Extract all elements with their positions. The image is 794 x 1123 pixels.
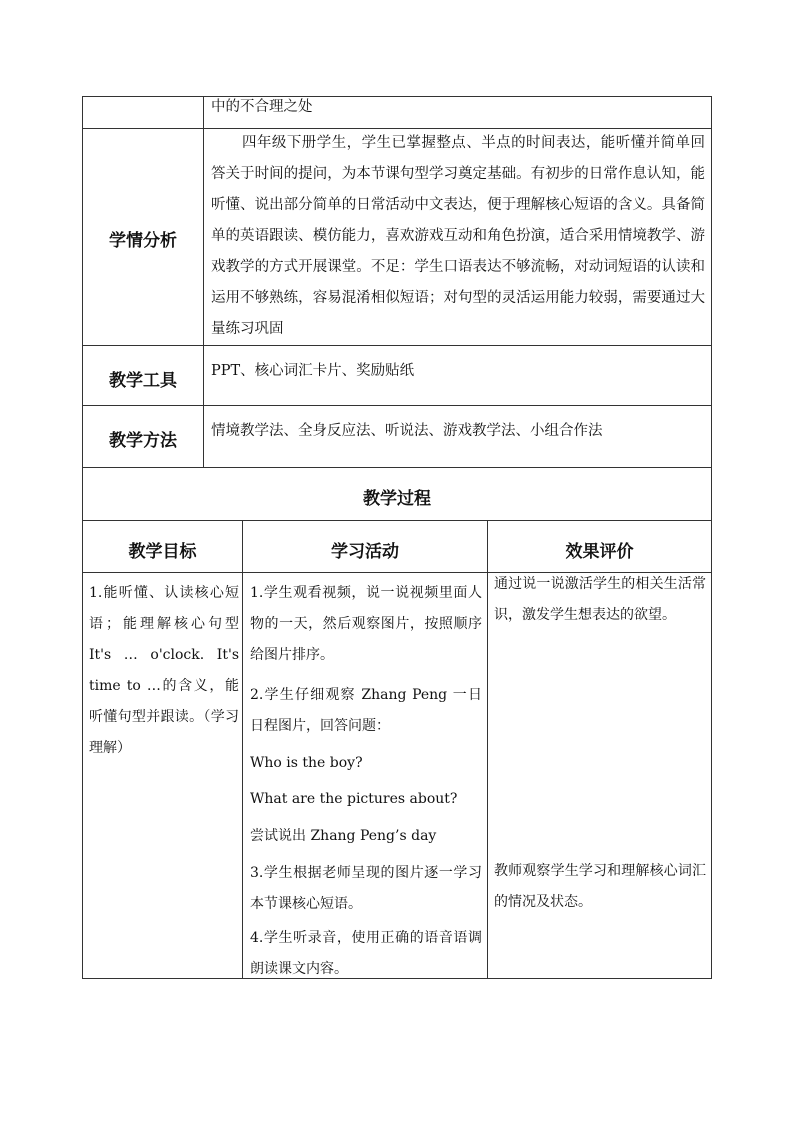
label-column-divider: [203, 96, 204, 467]
activity-item: 1.学生观看视频，说一说视频里面人物的一天，然后观察图片，按照顺序给图片排序。: [250, 585, 482, 663]
process-column-divider: [487, 520, 488, 978]
activity-item: 尝试说出 Zhang Peng’s day: [250, 828, 437, 844]
teaching-methods-text: 情境教学法、全身反应法、听说法、游戏教学法、小组合作法: [211, 423, 603, 439]
header-activity: 学习活动: [331, 542, 399, 562]
objective-text: 1.能听懂、认读核心短语；能理解核心句型 It's … o'clock. It's time to …的含义，能听懂句型并跟读。（学习理解）: [89, 585, 239, 756]
teaching-methods-label: 教学方法: [109, 431, 177, 451]
student-analysis-label: 学情分析: [109, 231, 177, 251]
student-analysis-text: 四年级下册学生，学生已掌握整点、半点的时间表达，能听懂并简单回答关于时间的提问，为本节课句型学习奠定基础。有初步的日常作息认知，能听懂、说出部分简单的日常活动中文表达，便于理解核心短语的含义。具备简单的英语跟读、模仿能力，喜欢游戏互动和角色扮演，适合采用情境教学、游戏教学的方式开展课堂。不足：学生口语表达不够流畅，对动词短语的认读和运用不够熟练，容易混淆相似短语；对句型的灵活运用能力较弱，需要通过大量练习巩固: [211, 135, 705, 337]
activity-item: 2.学生仔细观察 Zhang Peng 一日日程图片，回答问题：: [250, 687, 482, 734]
header-evaluation: 效果评价: [565, 542, 634, 562]
teaching-tools-label: 教学工具: [109, 371, 177, 391]
activity-item: 3.学生根据老师呈现的图片逐一学习本节课核心短语。: [250, 865, 482, 912]
row-divider: [82, 520, 712, 521]
evaluation-item: 教师观察学生学习和理解核心词汇的情况及状态。: [494, 863, 706, 910]
teaching-tools-text: PPT、核心词汇卡片、奖励贴纸: [211, 363, 415, 379]
table-border-right: [711, 96, 712, 978]
row-divider: [82, 467, 712, 468]
header-objective: 教学目标: [128, 542, 197, 562]
activity-item: What are the pictures about?: [250, 791, 458, 807]
row-divider: [82, 345, 712, 346]
evaluation-item: 通过说一说激活学生的相关生活常识，激发学生想表达的欲望。: [494, 576, 706, 623]
activity-item: 4.学生听录音，使用正确的语音语调朗读课文内容。: [250, 930, 482, 977]
activity-item: Who is the boy?: [250, 755, 363, 771]
teaching-process-title: 教学过程: [363, 489, 431, 509]
process-column-divider: [242, 520, 243, 978]
continued-text: 中的不合理之处: [211, 99, 313, 115]
row-divider: [82, 405, 712, 406]
